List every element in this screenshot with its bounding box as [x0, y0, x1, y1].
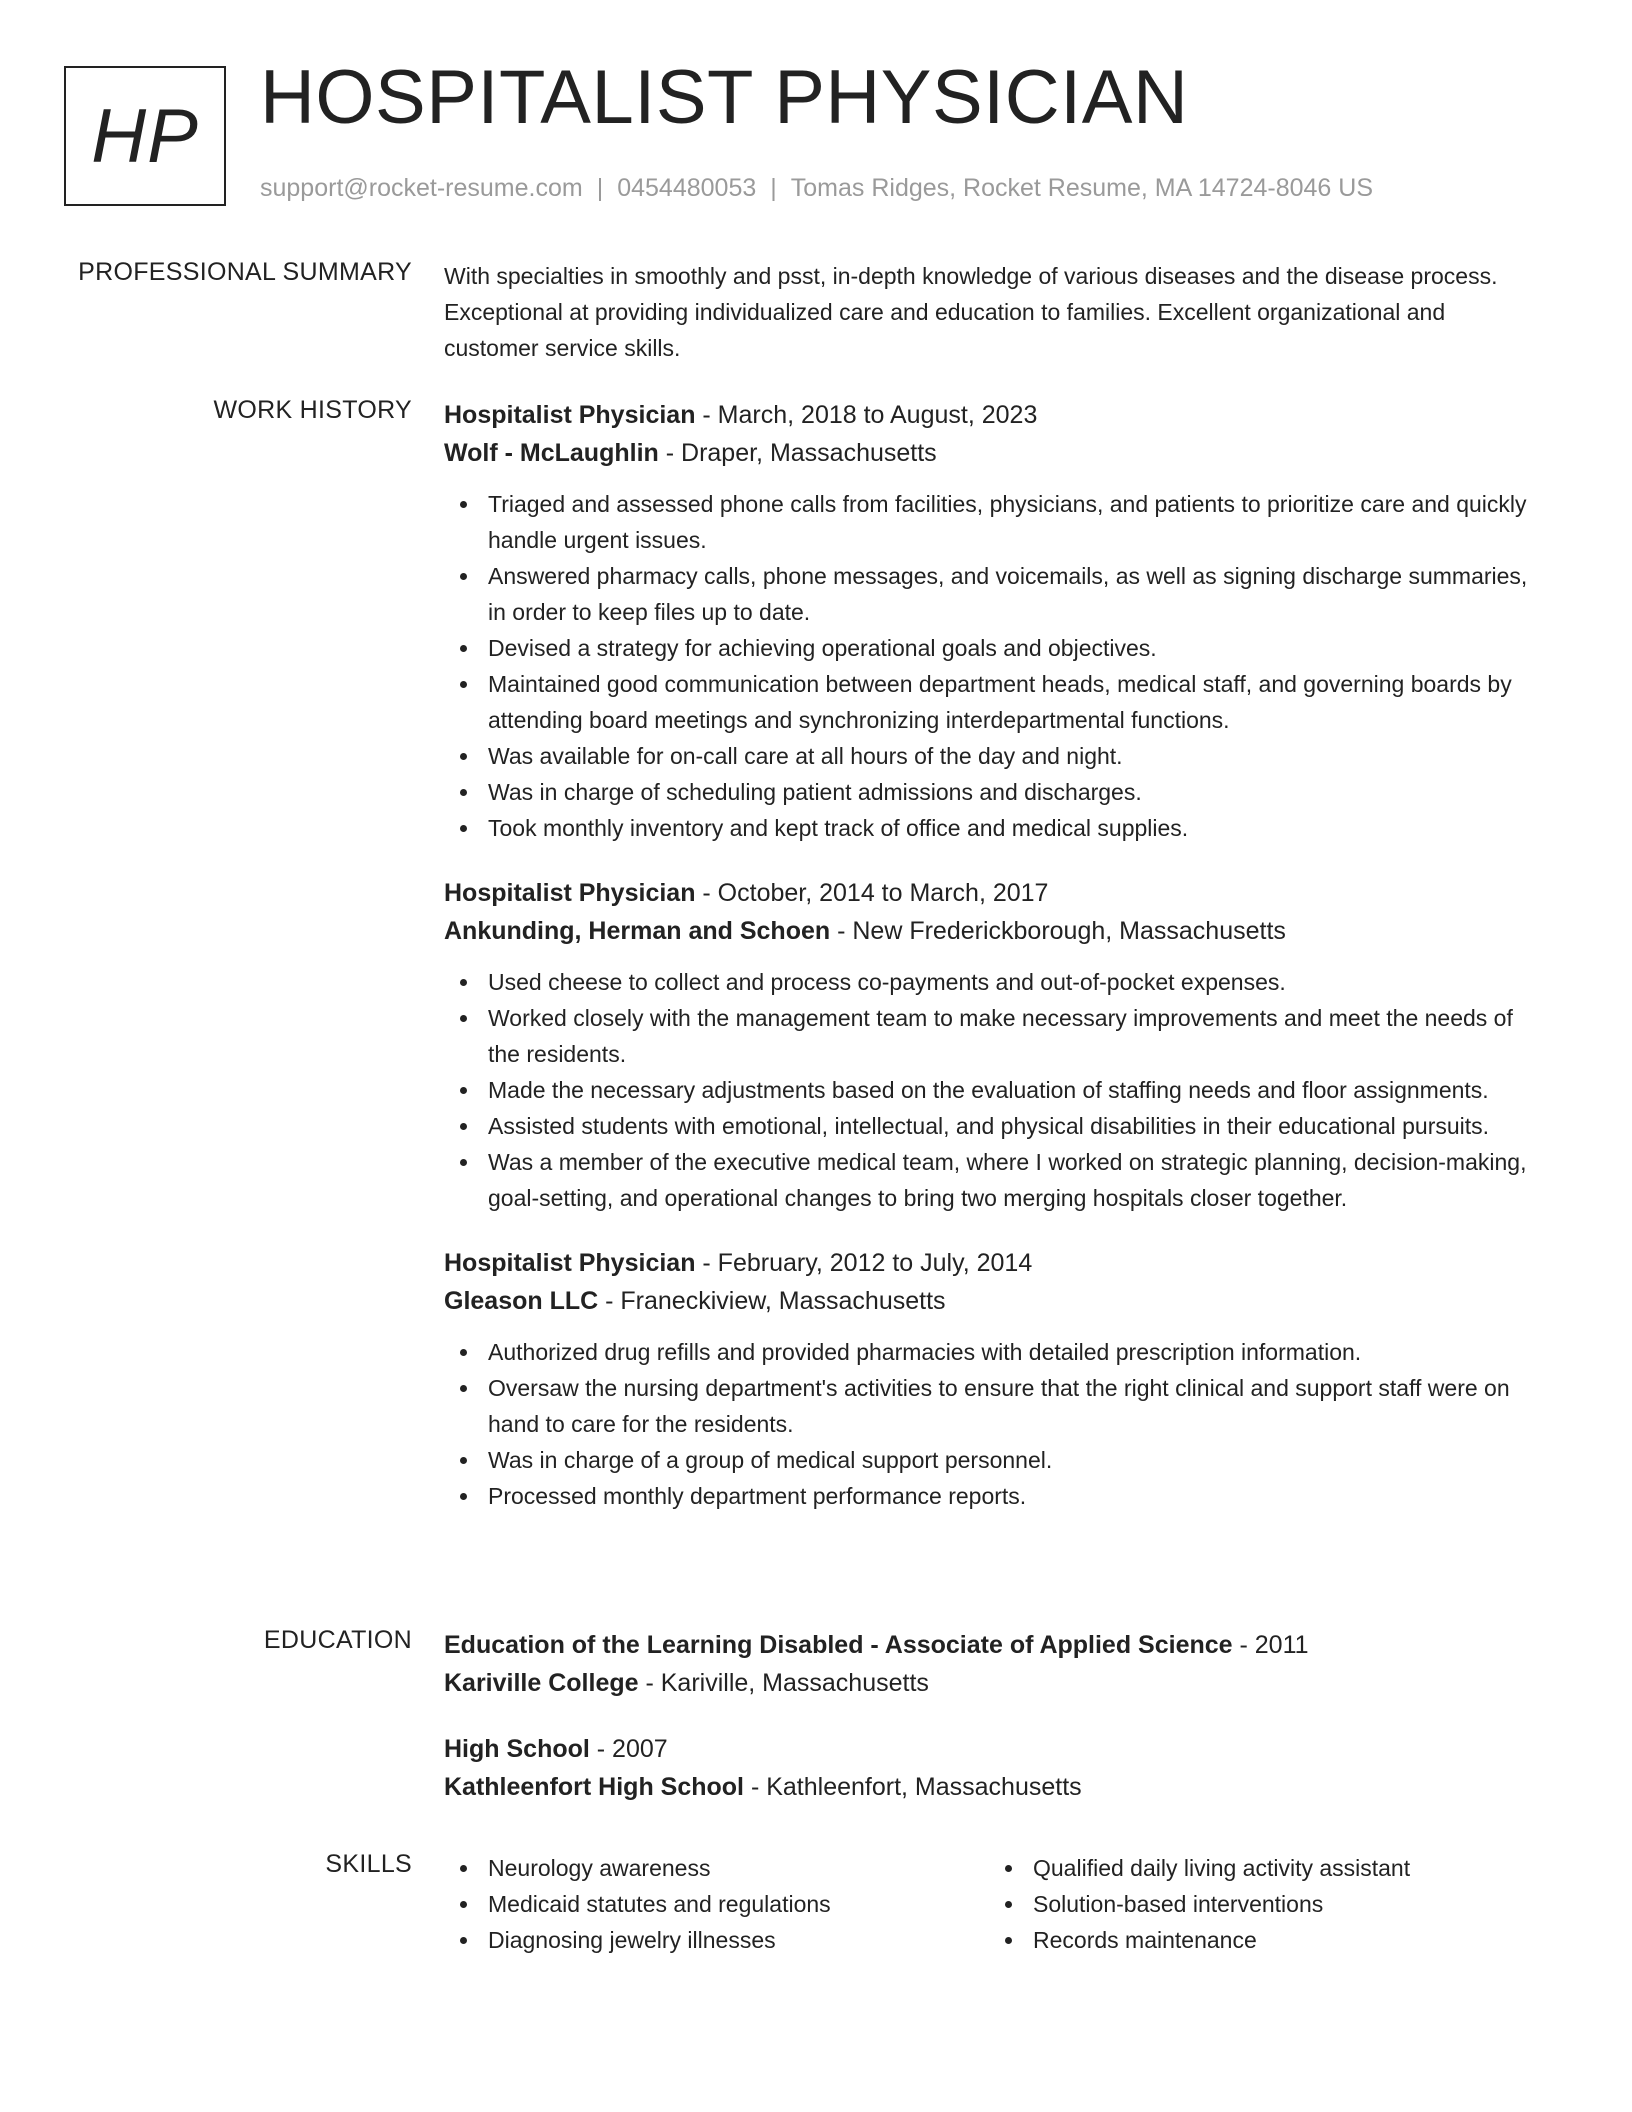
job-bullet: Maintained good communication between department heads, medical staff, and governing boards by attending board meetings and synchronizing interdepartmental functions. — [444, 666, 1544, 738]
job-title-line — [444, 396, 1544, 434]
education-year: - 2011 — [1232, 1631, 1309, 1659]
job-bullet-list — [444, 964, 1544, 1216]
job-bullet: Oversaw the nursing department's activities to ensure that the right clinical and support staff were on hand to care for the residents. — [444, 1370, 1544, 1442]
job-bullet: Authorized drug refills and provided pharmacies with detailed prescription information. — [444, 1334, 1544, 1370]
job-dates: - February, 2012 to July, 2014 — [695, 1249, 1033, 1277]
job-bullet-list — [444, 486, 1544, 846]
contact-phone: 0454480053 — [617, 174, 757, 202]
education-school-line — [444, 1768, 1544, 1806]
skill-item: Qualified daily living activity assistant — [989, 1850, 1534, 1886]
job-bullet: Was available for on-call care at all hours of the day and night. — [444, 738, 1544, 774]
contact-email: support@rocket-resume.com — [260, 174, 583, 202]
skills-column-right — [989, 1850, 1534, 1958]
job-bullet: Processed monthly department performance reports. — [444, 1478, 1544, 1514]
job-location: - New Frederickborough, Massachusetts — [830, 917, 1286, 945]
job-company: Wolf - McLaughlin — [444, 439, 659, 467]
job-entry — [444, 396, 1544, 846]
education-school: Kathleenfort High School — [444, 1773, 744, 1801]
job-company-line — [444, 434, 1544, 472]
section-label-education: EDUCATION — [263, 1626, 412, 1654]
job-location: - Franeckiview, Massachusetts — [598, 1287, 946, 1315]
work-history-body — [444, 396, 1544, 1542]
job-bullet: Answered pharmacy calls, phone messages, and voicemails, as well as signing discharge summaries, in order to keep files up to date. — [444, 558, 1544, 630]
skill-item: Diagnosing jewelry illnesses — [444, 1922, 989, 1958]
job-dates: - October, 2014 to March, 2017 — [695, 879, 1049, 907]
education-entry — [444, 1730, 1544, 1806]
education-location: - Kathleenfort, Massachusetts — [744, 1773, 1082, 1801]
summary-text: With specialties in smoothly and psst, in-depth knowledge of various diseases and the disease process. Exceptional at providing individualized care and education to families. Excellent organizational and customer service skills. — [444, 263, 1498, 361]
section-label-skills: SKILLS — [325, 1850, 412, 1878]
education-entry — [444, 1626, 1544, 1702]
education-school-line — [444, 1664, 1544, 1702]
job-company: Gleason LLC — [444, 1287, 599, 1315]
education-body — [444, 1626, 1544, 1834]
section-label-summary: PROFESSIONAL SUMMARY — [78, 258, 412, 286]
job-company: Ankunding, Herman and Schoen — [444, 917, 831, 945]
job-title: Hospitalist Physician — [444, 401, 696, 429]
education-degree-line — [444, 1730, 1544, 1768]
job-bullet: Was in charge of a group of medical support personnel. — [444, 1442, 1544, 1478]
skills-body — [444, 1850, 1544, 1958]
education-degree: Education of the Learning Disabled - Associate of Applied Science — [444, 1631, 1233, 1659]
education-year: - 2007 — [589, 1735, 668, 1763]
skill-item: Neurology awareness — [444, 1850, 989, 1886]
skills-grid — [444, 1850, 1544, 1958]
job-bullet: Triaged and assessed phone calls from facilities, physicians, and patients to prioritize care and quickly handle urgent issues. — [444, 486, 1544, 558]
job-company-line — [444, 1282, 1544, 1320]
job-bullet-list — [444, 1334, 1544, 1514]
education-location: - Kariville, Massachusetts — [638, 1669, 929, 1697]
job-title-line — [444, 874, 1544, 912]
job-company-line — [444, 912, 1544, 950]
job-bullet: Made the necessary adjustments based on the evaluation of staffing needs and floor assignments. — [444, 1072, 1544, 1108]
monogram-box — [64, 66, 226, 206]
job-title: Hospitalist Physician — [444, 879, 696, 907]
contact-separator: | — [770, 174, 777, 202]
job-bullet: Used cheese to collect and process co-payments and out-of-pocket expenses. — [444, 964, 1544, 1000]
job-location: - Draper, Massachusetts — [658, 439, 937, 467]
job-bullet: Was a member of the executive medical team, where I worked on strategic planning, decision-making, goal-setting, and operational changes to bring two merging hospitals closer together. — [444, 1144, 1544, 1216]
section-label-work-history: WORK HISTORY — [213, 396, 412, 424]
job-entry — [444, 1244, 1544, 1514]
education-degree-line — [444, 1626, 1544, 1664]
job-bullet: Worked closely with the management team to make necessary improvements and meet the needs of the residents. — [444, 1000, 1544, 1072]
contact-line — [260, 174, 1373, 203]
job-title: Hospitalist Physician — [444, 1249, 696, 1277]
job-title-line — [444, 1244, 1544, 1282]
skill-item: Records maintenance — [989, 1922, 1534, 1958]
education-school: Kariville College — [444, 1669, 639, 1697]
job-dates: - March, 2018 to August, 2023 — [695, 401, 1038, 429]
education-degree: High School — [444, 1735, 590, 1763]
resume-title: HOSPITALIST PHYSICIAN — [260, 55, 1189, 140]
job-bullet: Took monthly inventory and kept track of office and medical supplies. — [444, 810, 1544, 846]
job-bullet: Devised a strategy for achieving operational goals and objectives. — [444, 630, 1544, 666]
monogram-initials: HP — [91, 93, 199, 179]
skills-column-left — [444, 1850, 989, 1958]
skill-item: Solution-based interventions — [989, 1886, 1534, 1922]
summary-body — [444, 258, 1544, 366]
job-bullet: Was in charge of scheduling patient admissions and discharges. — [444, 774, 1544, 810]
contact-address: Tomas Ridges, Rocket Resume, MA 14724-8046 US — [790, 174, 1373, 202]
job-bullet: Assisted students with emotional, intellectual, and physical disabilities in their educational pursuits. — [444, 1108, 1544, 1144]
contact-separator: | — [596, 174, 604, 202]
skill-item: Medicaid statutes and regulations — [444, 1886, 989, 1922]
job-entry — [444, 874, 1544, 1216]
